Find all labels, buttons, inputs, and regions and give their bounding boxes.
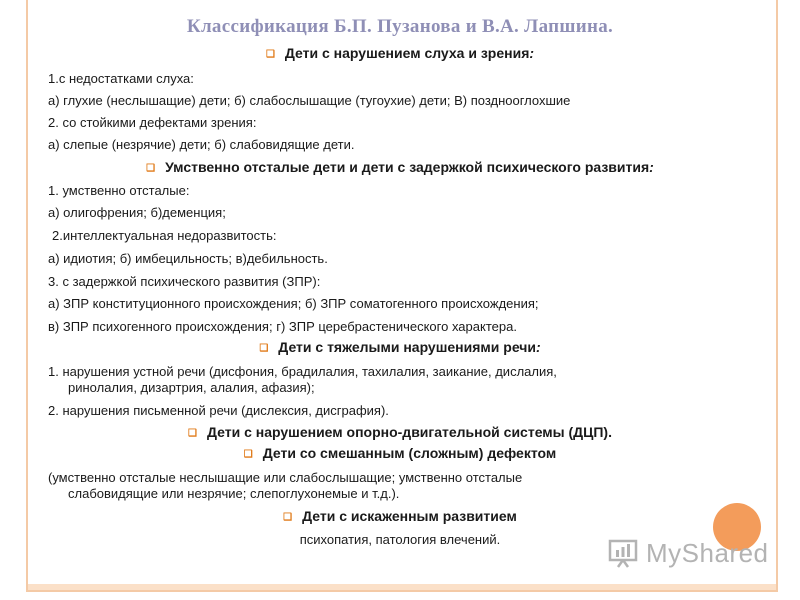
text-line: 1. нарушения устной речи (дисфония, брадилалия, тахилалия, заикание, дислалия, [48, 364, 557, 379]
slide-title: Классификация Б.П. Пузанова и В.А. Лапшина. [186, 16, 614, 37]
text-line: 2.интеллектуальная недоразвитость: [52, 228, 277, 243]
text-line: 3. с задержкой психического развития (ЗПР): [48, 274, 321, 289]
text-line: 2. со стойкими дефектами зрения: [48, 115, 257, 130]
bullet-icon: ❑ [188, 428, 197, 439]
heading-speech: ❑ Дети с тяжелыми нарушениями речи: [259, 339, 541, 355]
text-line: а) олигофрения; б)деменция; [48, 205, 226, 220]
bullet-icon: ❑ [283, 512, 293, 523]
bullet-icon: ❑ [259, 343, 269, 354]
heading-mixed-defect: ❑ Дети со смешанным (сложным) дефектом [243, 445, 557, 461]
text-line: в) ЗПР психогенного происхождения; г) ЗПР церебрастенического характера. [48, 319, 517, 334]
bullet-icon: ❑ [265, 49, 275, 60]
heading-mental: ❑ Умственно отсталые дети и дети с задержкой психического развития: [146, 159, 654, 175]
text-line: а) идиотия; б) имбецильность; в)дебильность. [48, 251, 328, 266]
text-line: 1.с недостатками слуха: [48, 71, 194, 86]
text-line: а) глухие (неслышащие) дети; б) слабослышащие (тугоухие) дети; В) позднооглохшие [48, 93, 571, 108]
bullet-icon: ❑ [243, 449, 253, 460]
text-line: психопатия, патология влечений. [299, 532, 501, 547]
heading-distorted-development: ❑ Дети с искаженным развитием [283, 508, 517, 524]
bullet-icon: ❑ [146, 163, 156, 174]
text-line: слабовидящие или незрячие; слепоглухонемые и т.д.). [68, 486, 400, 501]
myshared-logo [608, 536, 788, 570]
heading-musculoskeletal: ❑ Дети с нарушением опорно-двигательной системы (ДЦП). [188, 424, 612, 440]
presentation-board-icon [608, 538, 638, 568]
text-line: а) ЗПР конституционного происхождения; б) ЗПР соматогенного происхождения; [48, 296, 539, 311]
logo-text: MyShared [646, 538, 769, 568]
text-line: а) слепые (незрячие) дети; б) слабовидящие дети. [48, 137, 355, 152]
text-line: (умственно отсталые неслышащие или слабослышащие; умственно отсталые [48, 470, 523, 485]
text-line: 2. нарушения письменной речи (дислексия, дисграфия). [48, 403, 389, 418]
heading-hearing-vision: ❑ Дети с нарушением слуха и зрения: [265, 45, 535, 61]
text-line: 1. умственно отсталые: [48, 183, 190, 198]
text-line: ринолалия, дизартрия, алалия, афазия); [68, 380, 315, 395]
